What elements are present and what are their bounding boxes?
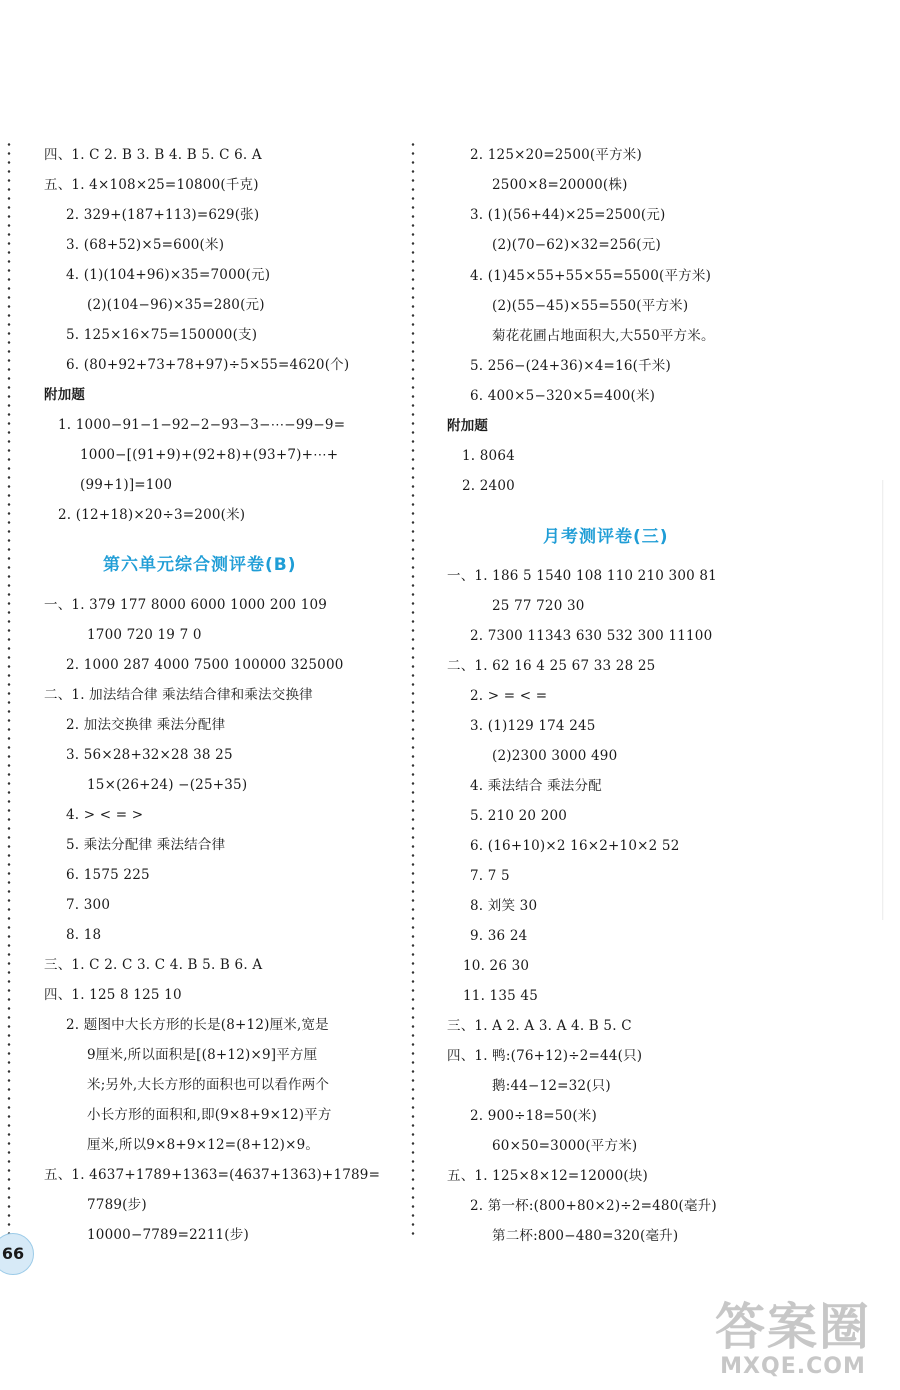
left-line: 5. 125×16×75=150000(支) — [66, 327, 258, 343]
right-line: 鹅:44−12=32(只) — [492, 1078, 611, 1094]
left-line: 1000−[(91+9)+(92+8)+(93+7)+⋯+ — [80, 447, 339, 463]
left-line: 五、1. 4×108×25=10800(千克) — [44, 177, 259, 193]
left-line: 4. > < = > — [66, 807, 144, 823]
left-line: 2. (12+18)×20÷3=200(米) — [58, 507, 246, 523]
right-line: 2. 第一杯:(800+80×2)÷2=480(毫升) — [470, 1198, 717, 1214]
center-binding-dots — [411, 140, 415, 1240]
left-binding-dots — [7, 140, 11, 1240]
left-line: 小长方形的面积和,即(9×8+9×12)平方 — [87, 1107, 332, 1123]
right-line: 2. > = < = — [470, 688, 548, 704]
left-section-title: 第六单元综合测评卷(B) — [103, 555, 297, 575]
left-line: (99+1)]=100 — [80, 477, 173, 493]
left-line: 6. 1575 225 — [66, 867, 150, 883]
right-line: 第二杯:800−480=320(毫升) — [492, 1228, 679, 1244]
right-line: 4. 乘法结合 乘法分配 — [470, 778, 602, 794]
left-line: 四、1. 125 8 125 10 — [44, 987, 182, 1003]
right-line: 11. 135 45 — [463, 988, 538, 1004]
right-line: 6. 400×5−320×5=400(米) — [470, 388, 656, 404]
right-line: 3. (1)(56+44)×25=2500(元) — [470, 207, 666, 223]
left-line: 3. 56×28+32×28 38 25 — [66, 747, 233, 763]
right-line: 四、1. 鸭:(76+12)÷2=44(只) — [447, 1048, 643, 1064]
right-line: 4. (1)45×55+55×55=5500(平方米) — [470, 268, 712, 284]
left-line: 10000−7789=2211(步) — [87, 1227, 249, 1243]
left-line: 2. 题图中大长方形的长是(8+12)厘米,宽是 — [66, 1017, 329, 1033]
right-line: 5. 256−(24+36)×4=16(千米) — [470, 358, 671, 374]
left-line: 8. 18 — [66, 927, 102, 943]
right-line: 9. 36 24 — [470, 928, 528, 944]
right-line: 25 77 720 30 — [492, 598, 585, 614]
watermark-logo: 答案圈 — [715, 1298, 871, 1356]
right-line: 10. 26 30 — [463, 958, 530, 974]
right-line: (2)(55−45)×55=550(平方米) — [492, 298, 689, 314]
left-line: 7. 300 — [66, 897, 111, 913]
right-line: 2500×8=20000(株) — [492, 177, 628, 193]
right-line: 60×50=3000(平方米) — [492, 1138, 638, 1154]
left-line: 米;另外,大长方形的面积也可以看作两个 — [87, 1077, 330, 1093]
right-line: 三、1. A 2. A 3. A 4. B 5. C — [447, 1018, 632, 1034]
right-line: 2. 2400 — [462, 478, 515, 494]
right-line: 3. (1)129 174 245 — [470, 718, 596, 734]
left-line: 15×(26+24) −(25+35) — [87, 777, 248, 793]
right-line: (2)2300 3000 490 — [492, 748, 618, 764]
left-line: 厘米,所以9×8+9×12=(8+12)×9。 — [87, 1137, 320, 1153]
left-line: 7789(步) — [87, 1197, 147, 1213]
page-edge-shadow — [882, 480, 884, 920]
left-line: 4. (1)(104+96)×35=7000(元) — [66, 267, 271, 283]
right-line: 2. 900÷18=50(米) — [470, 1108, 597, 1124]
left-line: 1. 1000−91−1−92−2−93−3−⋯−99−9= — [58, 417, 346, 433]
left-line: 2. 329+(187+113)=629(张) — [66, 207, 260, 223]
left-line: 一、1. 379 177 8000 6000 1000 200 109 — [44, 597, 328, 613]
right-line: 5. 210 20 200 — [470, 808, 568, 824]
left-line: (2)(104−96)×35=280(元) — [87, 297, 265, 313]
right-section-title: 月考测评卷(三) — [543, 527, 669, 547]
left-line: 二、1. 加法结合律 乘法结合律和乘法交换律 — [44, 687, 313, 703]
right-line: 菊花花圃占地面积大,大550平方米。 — [492, 328, 715, 344]
right-line: 8. 刘笑 30 — [470, 898, 538, 914]
left-section-heading: 附加题 — [44, 387, 86, 403]
watermark-url: MXQE.COM — [720, 1354, 866, 1379]
left-line: 3. (68+52)×5=600(米) — [66, 237, 225, 253]
right-section-heading: 附加题 — [447, 418, 489, 434]
left-line: 5. 乘法分配律 乘法结合律 — [66, 837, 226, 853]
right-line: 2. 7300 11343 630 532 300 11100 — [470, 628, 713, 644]
page-number: 66 — [0, 1233, 34, 1275]
right-line: 2. 125×20=2500(平方米) — [470, 147, 642, 163]
watermark — [715, 1300, 871, 1380]
right-line: 二、1. 62 16 4 25 67 33 28 25 — [447, 658, 656, 674]
right-line: 五、1. 125×8×12=12000(块) — [447, 1168, 649, 1184]
right-line: 6. (16+10)×2 16×2+10×2 52 — [470, 838, 680, 854]
left-line: 2. 1000 287 4000 7500 100000 325000 — [66, 657, 344, 673]
left-line: 1700 720 19 7 0 — [87, 627, 202, 643]
left-line: 9厘米,所以面积是[(8+12)×9]平方厘 — [87, 1047, 318, 1063]
left-line: 三、1. C 2. C 3. C 4. B 5. B 6. A — [44, 957, 263, 973]
left-line: 6. (80+92+73+78+97)÷5×55=4620(个) — [66, 357, 350, 373]
right-line: 1. 8064 — [462, 448, 515, 464]
left-line: 2. 加法交换律 乘法分配律 — [66, 717, 226, 733]
right-line: (2)(70−62)×32=256(元) — [492, 237, 661, 253]
right-line: 一、1. 186 5 1540 108 110 210 300 81 — [447, 568, 717, 584]
left-line: 五、1. 4637+1789+1363=(4637+1363)+1789= — [44, 1167, 381, 1183]
left-line: 四、1. C 2. B 3. B 4. B 5. C 6. A — [44, 147, 262, 163]
right-line: 7. 7 5 — [470, 868, 510, 884]
